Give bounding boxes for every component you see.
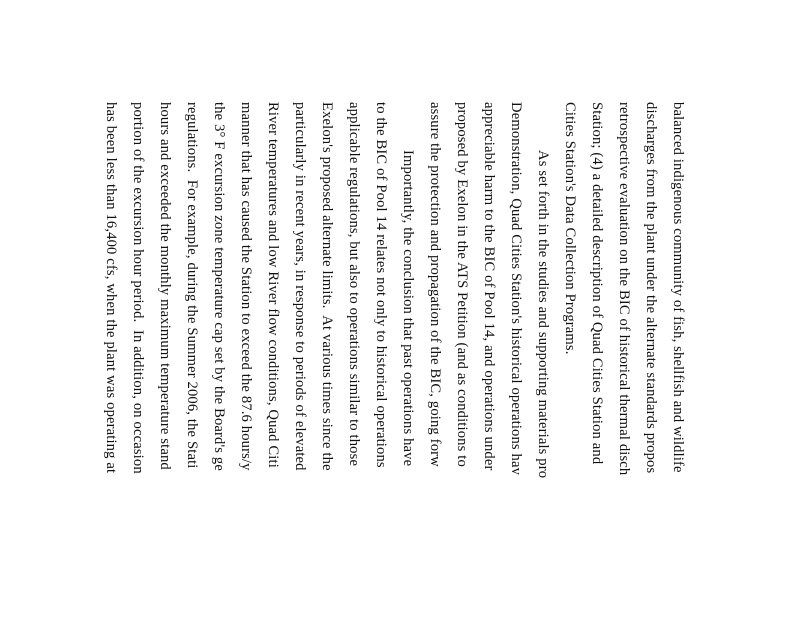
text-line: applicable regulations, but also to operations similar to those <box>346 102 362 467</box>
paragraph-start-line: Importantly, the conclusion that past operations have <box>400 150 416 467</box>
text-line: Demonstration, Quad Cities Station's historical operations hav <box>508 102 524 476</box>
text-line: retrospective evaluation on the BIC of historical thermal disch <box>616 102 632 476</box>
text-line: the 3° F excursion zone temperature cap set by the Board's ge <box>211 102 227 471</box>
text-line: portion of the excursion hour period. In addition, on occasion <box>130 102 146 474</box>
text-line: regulations. For example, during the Summer 2006, the Stati <box>184 102 200 469</box>
text-line: has been less than 16,400 cfs, when the plant was operating at <box>103 102 119 474</box>
text-line: proposed by Exelon in the ATS Petition (and as conditions to <box>454 102 470 467</box>
text-line: discharges from the plant under the alternate standards propos <box>643 102 659 474</box>
text-line: Station; (4) a detailed description of Quad Cities Station and <box>589 102 605 465</box>
text-line: Exelon's proposed alternate limits. At various times since the <box>319 102 335 471</box>
text-line: Cities Station's Data Collection Programs. <box>562 102 578 355</box>
text-line: hours and exceeded the monthly maximum temperature stand <box>157 102 173 470</box>
rotated-text-block <box>103 102 687 618</box>
text-line: River temperatures and low River flow conditions, Quad Citi <box>265 102 281 468</box>
text-line: balanced indigenous community of fish, shellfish and wildlife <box>670 102 686 473</box>
text-line: particularly in recent years, in response to periods of elevated <box>292 102 308 471</box>
text-line: appreciable harm to the BIC of Pool 14, and operations under <box>481 102 497 471</box>
text-line: assure the protection and propagation of the BIC, going forw <box>427 102 443 467</box>
text-line: to the BIC of Pool 14 relates not only to historical operations <box>373 102 389 468</box>
text-line: manner that has caused the Station to exceed the 87.6 hours/y <box>238 102 254 471</box>
paragraph-start-line: As set forth in the studies and supporting materials pro <box>535 150 551 479</box>
